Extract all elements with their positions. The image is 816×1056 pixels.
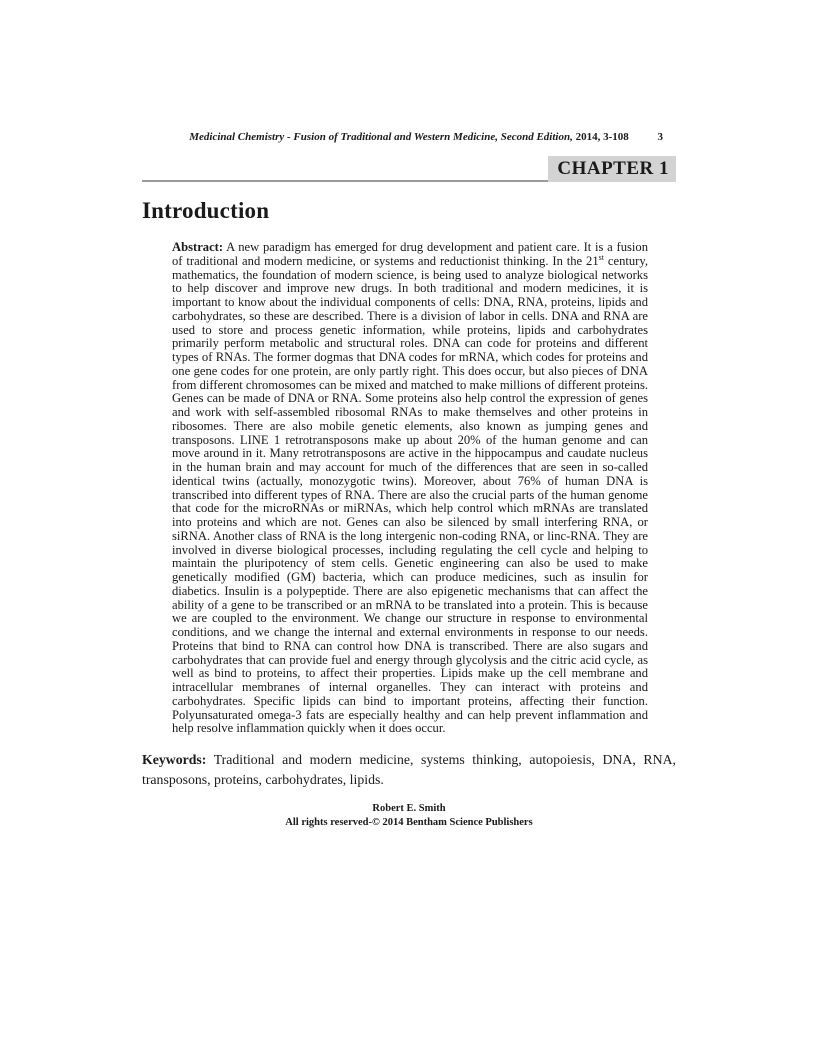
running-title: Medicinal Chemistry - Fusion of Traditional and Western Medicine, Second Edition, bbox=[189, 131, 573, 143]
page-content bbox=[142, 0, 676, 829]
running-title-edition: 2014, 3-108 bbox=[572, 131, 629, 143]
keywords-label: Keywords: bbox=[142, 752, 207, 767]
abstract-paragraph bbox=[142, 241, 676, 736]
keywords-text: Traditional and modern medicine, systems thinking, autopoiesis, DNA, RNA, transposons, proteins, carbohydrates, lipids. bbox=[142, 752, 676, 787]
chapter-heading-row bbox=[142, 156, 676, 182]
author-name: Robert E. Smith bbox=[372, 803, 446, 814]
abstract-label: Abstract: bbox=[172, 240, 224, 254]
page-number: 3 bbox=[657, 131, 663, 143]
page-footer bbox=[142, 802, 676, 829]
keywords-paragraph bbox=[142, 750, 676, 789]
abstract-text-part2: century, mathematics, the foundation of modern science, is being used to analyze biological networks to help discover and improve new drugs. In both traditional and modern medicines, it is important to know about the individual components of cells: DNA, RNA, proteins, lipids and carbohydrates, so these are described. There is a division of labor in cells. DNA and RNA are used to store and process genetic information, while proteins, lipids and carbohydrates primarily perform metabolic and structural roles. DNA can code for proteins and different types of RNAs. The former dogmas that DNA codes for mRNA, which codes for proteins and one gene codes for one protein, are only partly right. This does occur, but also pieces of DNA from different chromosomes can be mixed and matched to make millions of different proteins. Genes can be made of DNA or RNA. Some proteins also help control the expression of genes and work with self-assembled ribosomal RNAs to make themselves and other proteins in ribosomes. There are also mobile genetic elements, also known as jumping genes and transposons. LINE 1 retrotransposons make up about 20% of the human genome and can move around in it. Many retrotransposons are active in the hippocampus and caudate nucleus in the human brain and may account for much of the differences that are seen in so-called identical twins (actually, monozygotic twins). Moreover, about 76% of human DNA is transcribed into different types of RNA. There are also the crucial parts of the human genome that code for the microRNAs or miRNAs, which help control which mRNAs are translated into proteins and which are not. Genes can also be silenced by small interfering RNA, or siRNA. Another class of RNA is the long intergenic non-coding RNA, or linc-RNA. They are involved in diverse biological processes, including regulating the cell cycle and helping to maintain the pluripotency of stem cells. Genetic engineering can also be used to make genetically modified (GM) bacteria, which can produce medicines, such as insulin for diabetics. Insulin is a polypeptide. There are also epigenetic mechanisms that can affect the ability of a gene to be transcribed or an mRNA to be translated into a protein. This is because we are coupled to the environment. We change our structure in response to environmental conditions, and we change the internal and external environments in response to our needs. Proteins that bind to RNA can control how DNA is transcribed. There are also sugars and carbohydrates that can provide fuel and energy through glycolysis and the citric acid cycle, as well as bind to proteins, to affect their properties. Lipids make up the cell membrane and intracellular membranes of internal organelles. They can interact with proteins and carbohydrates. Specific lipids can bind to important proteins, affecting their function. Polyunsaturated omega-3 fats are especially healthy and can help prevent inflammation and help resolve inflammation quickly when it does occur. bbox=[172, 253, 648, 736]
chapter-heading: CHAPTER 1 bbox=[548, 156, 676, 182]
abstract-superscript: st bbox=[598, 252, 604, 262]
page-header bbox=[142, 131, 676, 143]
abstract-text-part1: A new paradigm has emerged for drug development and patient care. It is a fusion of traditional and modern medicine, or systems and reductionist thinking. In the 21 bbox=[172, 240, 648, 268]
page-title: Introduction bbox=[142, 198, 270, 223]
copyright-line: All rights reserved-© 2014 Bentham Science Publishers bbox=[285, 816, 533, 828]
